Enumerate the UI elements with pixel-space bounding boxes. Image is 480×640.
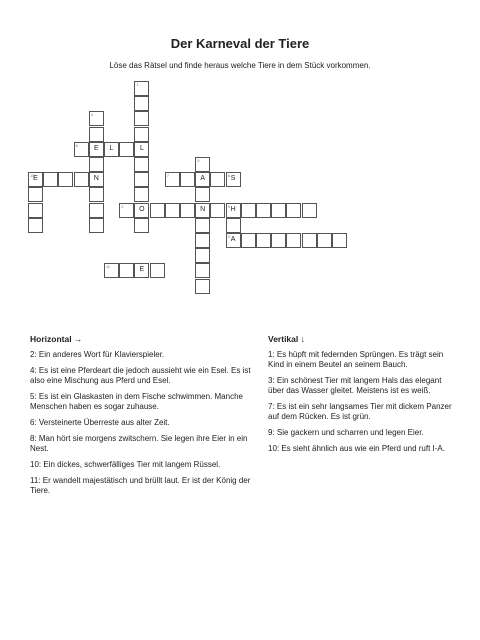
- crossword-cell[interactable]: [134, 81, 149, 96]
- cell-letter: H: [230, 205, 236, 213]
- crossword-cell[interactable]: [195, 279, 210, 294]
- crossword-cell[interactable]: [119, 263, 134, 278]
- page-title: Der Karneval der Tiere: [170, 36, 310, 51]
- clue-number: 2: [121, 203, 124, 209]
- crossword-cell[interactable]: [241, 233, 256, 248]
- cell-letter: L: [109, 144, 114, 152]
- cell-letter: A: [200, 175, 206, 183]
- crossword-cell[interactable]: [195, 172, 210, 187]
- horizontal-clue: 6: Versteinerte Überreste aus alter Zeit.: [30, 418, 170, 427]
- crossword-cell[interactable]: [134, 111, 149, 126]
- vertical-clue: 7: Es ist ein sehr langsames Tier mit dickem Panzer auf dem Rücken. Es ist grün.: [268, 402, 452, 421]
- clue-number: 1: [136, 82, 139, 87]
- cell-letter: O: [139, 205, 145, 213]
- crossword-cell[interactable]: [317, 233, 332, 248]
- crossword-cell[interactable]: [226, 172, 241, 187]
- vertical-clue: 10: Es sieht ähnlich aus wie ein Pferd und ruft I-A.: [268, 444, 445, 453]
- crossword-cell[interactable]: [134, 127, 149, 142]
- crossword-cell[interactable]: [134, 203, 149, 218]
- crossword-cell[interactable]: [195, 263, 210, 278]
- crossword-cell[interactable]: [89, 157, 104, 172]
- vertical-heading: Vertikal ↓: [268, 334, 305, 344]
- crossword-cell[interactable]: [74, 142, 89, 157]
- vertical-clue: 1: Es hüpft mit federnden Sprüngen. Es trägt sein Kind in einem Beutel an seinem Bauch.: [268, 350, 444, 369]
- cell-letter: S: [230, 175, 236, 183]
- vertical-clues: [268, 334, 456, 460]
- crossword-cell[interactable]: [89, 127, 104, 142]
- clue-number: 11: [106, 264, 111, 270]
- crossword-cell[interactable]: [134, 96, 149, 111]
- crossword-cell[interactable]: [226, 233, 241, 248]
- crossword-cell[interactable]: [180, 172, 195, 187]
- crossword-cell[interactable]: [28, 187, 43, 202]
- crossword-cell[interactable]: [256, 233, 271, 248]
- crossword-cell[interactable]: [74, 172, 89, 187]
- instructions: Löse das Rätsel und finde heraus welche Tiere in dem Stück vorkommen.: [109, 61, 371, 70]
- crossword-cell[interactable]: [165, 172, 180, 187]
- clue-number: 10: [30, 173, 35, 179]
- clue-number: 5: [197, 158, 200, 163]
- crossword-cell[interactable]: [28, 218, 43, 233]
- crossword-cell[interactable]: [89, 218, 104, 233]
- clue-number: 9: [227, 203, 230, 209]
- crossword-cell[interactable]: [226, 218, 241, 233]
- horizontal-clue: 5: Es ist ein Glaskasten in dem Fische schwimmen. Manche Menschen haben es sogar zuhause.: [30, 392, 243, 411]
- crossword-cell[interactable]: [58, 172, 73, 187]
- crossword-cell[interactable]: [195, 157, 210, 172]
- crossword-cell[interactable]: [104, 263, 119, 278]
- crossword-cell[interactable]: [89, 142, 104, 157]
- cell-letter: A: [230, 236, 236, 243]
- cell-letter: E: [33, 175, 38, 183]
- horizontal-heading: Horizontal →: [30, 334, 83, 344]
- crossword-cell[interactable]: [286, 203, 301, 218]
- clue-number: 8: [227, 173, 230, 179]
- crossword-cell[interactable]: [302, 203, 317, 218]
- crossword-cell[interactable]: [43, 172, 58, 187]
- crossword-cell[interactable]: [134, 157, 149, 172]
- crossword-cell[interactable]: [134, 172, 149, 187]
- cell-letter: N: [93, 175, 99, 183]
- crossword-cell[interactable]: [195, 187, 210, 202]
- crossword-cell[interactable]: [195, 203, 210, 218]
- crossword-cell[interactable]: [302, 233, 317, 248]
- horizontal-clue: 2: Ein anderes Wort für Klavierspieler.: [30, 350, 165, 359]
- crossword-cell[interactable]: [28, 172, 43, 187]
- crossword-cell[interactable]: [271, 233, 286, 248]
- crossword-cell[interactable]: [180, 203, 195, 218]
- crossword-cell[interactable]: [195, 248, 210, 263]
- crossword-cell[interactable]: [195, 233, 210, 248]
- horizontal-clues: [30, 334, 258, 502]
- crossword-cell[interactable]: [195, 218, 210, 233]
- crossword-cell[interactable]: [165, 203, 180, 218]
- crossword-cell[interactable]: [241, 203, 256, 218]
- crossword-cell[interactable]: [104, 142, 119, 157]
- cell-letter: N: [200, 205, 206, 213]
- crossword-cell[interactable]: [89, 187, 104, 202]
- crossword-cell[interactable]: [119, 203, 134, 218]
- horizontal-clue: 8: Man hört sie morgens zwitschern. Sie legen ihre Eier in ein Nest.: [30, 434, 248, 453]
- cell-letter: E: [139, 266, 145, 274]
- crossword-cell[interactable]: [134, 187, 149, 202]
- crossword-cell[interactable]: [226, 203, 241, 218]
- crossword-cell[interactable]: [271, 203, 286, 218]
- horizontal-clue: 4: Es ist eine Pferdeart die jedoch aussieht wie ein Esel. Es ist also eine Mischung aus Pferd und Esel.: [30, 366, 251, 385]
- crossword-cell[interactable]: [89, 111, 104, 126]
- crossword-cell[interactable]: [210, 172, 225, 187]
- crossword-cell[interactable]: [332, 233, 347, 248]
- crossword-cell[interactable]: [89, 172, 104, 187]
- crossword-cell[interactable]: [210, 203, 225, 218]
- horizontal-clue: 11: Er wandelt majestätisch und brüllt laut. Er ist der König der Tiere.: [30, 476, 251, 495]
- crossword-cell[interactable]: [150, 263, 165, 278]
- vertical-clue: 9: Sie gackern und scharren und legen Eier.: [268, 428, 424, 437]
- crossword-cell[interactable]: [28, 203, 43, 218]
- clue-number: 6: [75, 142, 78, 148]
- crossword-cell[interactable]: [134, 218, 149, 233]
- crossword-cell[interactable]: [89, 203, 104, 218]
- crossword-cell[interactable]: [134, 263, 149, 278]
- crossword-cell[interactable]: [256, 203, 271, 218]
- clue-number: 4: [90, 112, 94, 118]
- clue-number: 3: [227, 234, 230, 239]
- clue-number: 7: [166, 173, 170, 179]
- crossword-cell[interactable]: [286, 233, 301, 248]
- vertical-clue: 3: Ein schönest Tier mit langem Hals das elegant über das Wasser gleitet. Meistens ist es weiß.: [268, 376, 442, 395]
- crossword-cell[interactable]: [150, 203, 165, 218]
- crossword-cell[interactable]: [119, 142, 134, 157]
- cell-letter: L: [139, 144, 144, 152]
- horizontal-clue: 10: Ein dickes, schwerfälliges Tier mit langem Rüssel.: [30, 460, 221, 469]
- cell-letter: E: [93, 144, 99, 152]
- crossword-cell[interactable]: [134, 142, 149, 157]
